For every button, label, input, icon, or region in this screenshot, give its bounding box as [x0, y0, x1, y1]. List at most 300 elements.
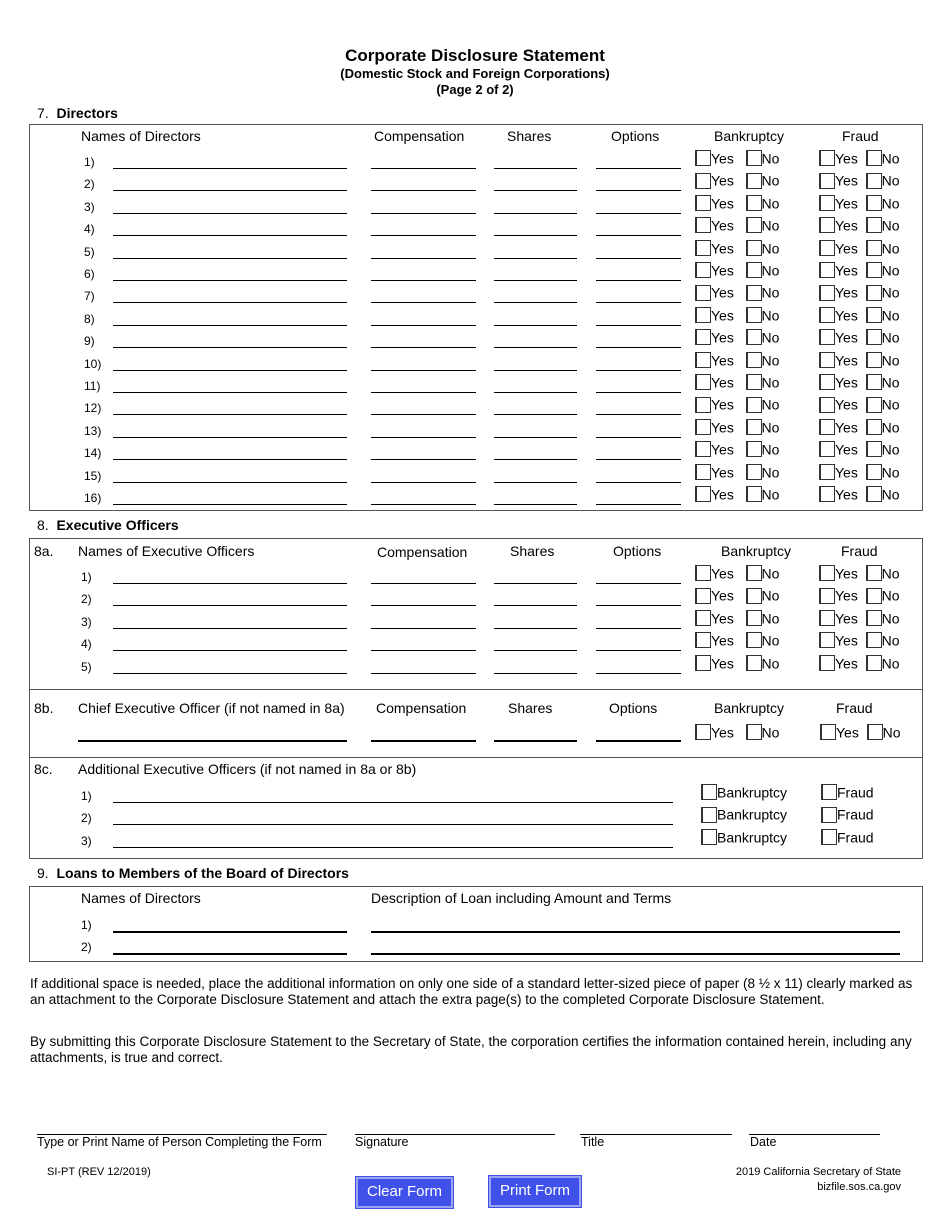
director-shares-field[interactable] [494, 459, 577, 460]
yes-label: Yes [835, 262, 858, 279]
row-number: 5) [81, 659, 92, 674]
director-name-field[interactable] [113, 414, 347, 415]
row-number: 4) [81, 637, 92, 652]
bankruptcy-no-checkbox[interactable] [746, 240, 762, 256]
director-shares-field[interactable] [494, 302, 577, 303]
director-compensation-field[interactable] [371, 235, 476, 236]
col-header-shares: Shares [510, 543, 555, 559]
yes-label: Yes [836, 724, 859, 741]
bankruptcy-no-checkbox[interactable] [746, 632, 762, 648]
col-header-bankruptcy: Bankruptcy [714, 700, 785, 716]
no-label: No [881, 463, 900, 480]
page-indicator: (Page 2 of 2) [436, 82, 514, 97]
bankruptcy-yes-checkbox[interactable] [695, 352, 711, 368]
bankruptcy-yes-checkbox[interactable] [695, 486, 711, 502]
officer-name-field[interactable] [113, 605, 347, 606]
director-fraud-choice [819, 216, 900, 233]
officer-shares-field[interactable] [494, 583, 577, 584]
form-title: Corporate Disclosure Statement [345, 46, 605, 65]
fraud-no-checkbox[interactable] [866, 307, 882, 323]
yes-label: Yes [835, 351, 858, 368]
bankruptcy-yes-checkbox[interactable] [695, 262, 711, 278]
director-options-field[interactable] [596, 258, 681, 259]
bankruptcy-no-checkbox[interactable] [746, 195, 762, 211]
director-bankruptcy-choice [695, 328, 779, 345]
no-label: No [881, 419, 900, 436]
fraud-yes-checkbox[interactable] [819, 240, 835, 256]
print-form-button[interactable]: Print Form [489, 1176, 581, 1207]
director-shares-field[interactable] [494, 437, 577, 438]
bankruptcy-yes-checkbox[interactable] [695, 464, 711, 480]
director-shares-field[interactable] [494, 168, 577, 169]
section-9-heading [37, 865, 349, 881]
director-options-field[interactable] [596, 370, 681, 371]
no-label: No [761, 486, 780, 503]
director-name-field[interactable] [113, 258, 347, 259]
officer-shares-field[interactable] [494, 605, 577, 606]
director-options-field[interactable] [596, 235, 681, 236]
officer-compensation-field[interactable] [371, 605, 476, 606]
director-name-field[interactable] [113, 392, 347, 393]
director-options-field[interactable] [596, 168, 681, 169]
row-number: 3) [84, 199, 95, 214]
no-label: No [761, 374, 780, 391]
yes-label: Yes [711, 284, 734, 301]
bankruptcy-yes-checkbox[interactable] [695, 307, 711, 323]
officer-compensation-field[interactable] [371, 650, 476, 651]
yes-label: Yes [835, 654, 858, 671]
fraud-yes-checkbox[interactable] [819, 329, 835, 345]
director-shares-field[interactable] [494, 414, 577, 415]
fraud-no-checkbox[interactable] [866, 195, 882, 211]
yes-label: Yes [711, 329, 734, 346]
ceo-compensation-field[interactable] [371, 740, 476, 742]
director-options-field[interactable] [596, 213, 681, 214]
fraud-no-checkbox[interactable] [866, 441, 882, 457]
director-compensation-field[interactable] [371, 302, 476, 303]
director-name-field[interactable] [113, 459, 347, 460]
fraud-yes-checkbox[interactable] [819, 632, 835, 648]
director-name-field[interactable] [113, 370, 347, 371]
director-compensation-field[interactable] [371, 414, 476, 415]
bankruptcy-no-checkbox[interactable] [746, 352, 762, 368]
subsection-8a-label: 8a. [34, 543, 54, 559]
fraud-yes-checkbox[interactable] [820, 724, 836, 740]
director-shares-field[interactable] [494, 392, 577, 393]
director-options-field[interactable] [596, 190, 681, 191]
yes-label: Yes [711, 587, 734, 604]
fraud-yes-checkbox[interactable] [819, 419, 835, 435]
bankruptcy-checkbox[interactable] [701, 829, 717, 845]
director-compensation-field[interactable] [371, 370, 476, 371]
director-fraud-choice [819, 373, 900, 390]
no-label: No [881, 587, 900, 604]
yes-label: Yes [711, 463, 734, 480]
fraud-no-checkbox[interactable] [866, 588, 882, 604]
col-header-compensation: Compensation [374, 128, 465, 144]
fraud-yes-checkbox[interactable] [819, 655, 835, 671]
officer-name-field[interactable] [113, 650, 347, 651]
fraud-no-checkbox[interactable] [866, 632, 882, 648]
no-label: No [881, 610, 900, 627]
no-label: No [761, 351, 780, 368]
yes-label: Yes [835, 195, 858, 212]
director-options-field[interactable] [596, 459, 681, 460]
certification-statement: By submitting this Corporate Disclosure Statement to the Secretary of State, the corporation certifies the information contained herein, including any attachments, is true and correct. [30, 1034, 912, 1065]
bankruptcy-yes-checkbox[interactable] [695, 195, 711, 211]
director-compensation-field[interactable] [371, 347, 476, 348]
officer-shares-field[interactable] [494, 650, 577, 651]
director-name-field[interactable] [113, 168, 347, 169]
bankruptcy-yes-checkbox[interactable] [695, 632, 711, 648]
row-number: 12) [84, 401, 102, 416]
director-fraud-choice [819, 194, 900, 211]
fraud-no-checkbox[interactable] [866, 565, 882, 581]
bankruptcy-yes-checkbox[interactable] [695, 655, 711, 671]
officer-fraud-choice [819, 654, 900, 671]
additional-fraud-choice [821, 828, 874, 845]
bankruptcy-no-checkbox[interactable] [746, 307, 762, 323]
director-shares-field[interactable] [494, 347, 577, 348]
no-label: No [761, 463, 780, 480]
yes-label: Yes [835, 419, 858, 436]
director-fraud-choice [819, 306, 900, 323]
printed-name-caption: Type or Print Name of Person Completing the Form [37, 1135, 322, 1149]
bankruptcy-yes-checkbox[interactable] [695, 150, 711, 166]
bankruptcy-yes-checkbox[interactable] [695, 724, 711, 740]
director-compensation-field[interactable] [371, 280, 476, 281]
loan-director-name-field[interactable] [113, 953, 347, 955]
no-label: No [761, 610, 780, 627]
fraud-checkbox[interactable] [821, 807, 837, 823]
yes-label: Yes [711, 610, 734, 627]
director-shares-field[interactable] [494, 190, 577, 191]
fraud-yes-checkbox[interactable] [819, 397, 835, 413]
director-shares-field[interactable] [494, 504, 577, 505]
col-header-bankruptcy: Bankruptcy [721, 543, 792, 559]
director-name-field[interactable] [113, 325, 347, 326]
bankruptcy-yes-checkbox[interactable] [695, 217, 711, 233]
section-number: 7. [37, 105, 49, 121]
no-label: No [761, 284, 780, 301]
bankruptcy-label: Bankruptcy [717, 784, 788, 801]
fraud-yes-checkbox[interactable] [819, 195, 835, 211]
bankruptcy-no-checkbox[interactable] [746, 464, 762, 480]
fraud-no-checkbox[interactable] [866, 352, 882, 368]
bankruptcy-yes-checkbox[interactable] [695, 419, 711, 435]
yes-label: Yes [711, 307, 734, 324]
bankruptcy-no-checkbox[interactable] [746, 419, 762, 435]
yes-label: Yes [835, 239, 858, 256]
fraud-yes-checkbox[interactable] [819, 464, 835, 480]
director-options-field[interactable] [596, 302, 681, 303]
fraud-yes-checkbox[interactable] [819, 217, 835, 233]
bankruptcy-no-checkbox[interactable] [746, 588, 762, 604]
fraud-yes-checkbox[interactable] [819, 285, 835, 301]
bankruptcy-no-checkbox[interactable] [746, 285, 762, 301]
col-header-bankruptcy: Bankruptcy [714, 128, 785, 144]
bankruptcy-no-checkbox[interactable] [746, 173, 762, 189]
yes-label: Yes [835, 329, 858, 346]
director-compensation-field[interactable] [371, 258, 476, 259]
bankruptcy-no-checkbox[interactable] [746, 150, 762, 166]
fraud-no-checkbox[interactable] [867, 724, 883, 740]
yes-label: Yes [835, 284, 858, 301]
ceo-options-field[interactable] [596, 740, 681, 742]
clear-form-button[interactable]: Clear Form [356, 1177, 453, 1208]
fraud-no-checkbox[interactable] [866, 374, 882, 390]
col-header-options: Options [609, 700, 658, 716]
officer-compensation-field[interactable] [371, 673, 476, 674]
fraud-no-checkbox[interactable] [866, 240, 882, 256]
fraud-no-checkbox[interactable] [866, 486, 882, 502]
yes-label: Yes [835, 374, 858, 391]
bankruptcy-yes-checkbox[interactable] [695, 173, 711, 189]
director-name-field[interactable] [113, 504, 347, 505]
director-bankruptcy-choice [695, 149, 779, 166]
bankruptcy-yes-checkbox[interactable] [695, 240, 711, 256]
bankruptcy-no-checkbox[interactable] [746, 441, 762, 457]
director-compensation-field[interactable] [371, 437, 476, 438]
fraud-checkbox[interactable] [821, 829, 837, 845]
officer-name-field[interactable] [113, 583, 347, 584]
subsection-8b-label: 8b. [34, 700, 54, 716]
fraud-yes-checkbox[interactable] [819, 588, 835, 604]
no-label: No [761, 195, 780, 212]
officer-shares-field[interactable] [494, 673, 577, 674]
officer-fraud-choice [819, 586, 900, 603]
officer-options-field[interactable] [596, 650, 681, 651]
additional-officer-name-field[interactable] [113, 802, 673, 803]
no-label: No [881, 284, 900, 301]
fraud-no-checkbox[interactable] [866, 397, 882, 413]
director-options-field[interactable] [596, 482, 681, 483]
row-number: 13) [84, 423, 102, 438]
fraud-yes-checkbox[interactable] [819, 374, 835, 390]
director-fraud-choice [819, 239, 900, 256]
additional-fraud-choice [821, 783, 874, 800]
director-options-field[interactable] [596, 347, 681, 348]
date-caption: Date [750, 1135, 777, 1149]
fraud-no-checkbox[interactable] [866, 173, 882, 189]
director-shares-field[interactable] [494, 235, 577, 236]
bankruptcy-no-checkbox[interactable] [746, 329, 762, 345]
director-shares-field[interactable] [494, 213, 577, 214]
additional-space-note: If additional space is needed, place the additional information on only one side of a standard letter-sized piece of paper (8 ½ x 11) clearly marked as an attachment to the Corporate Disclosure Statement and attach the extra page(s) to the completed Corporate Disclosure Statement. [30, 976, 913, 1007]
fraud-yes-checkbox[interactable] [819, 307, 835, 323]
bankruptcy-no-checkbox[interactable] [746, 724, 762, 740]
director-shares-field[interactable] [494, 258, 577, 259]
fraud-yes-checkbox[interactable] [819, 486, 835, 502]
officer-compensation-field[interactable] [371, 628, 476, 629]
yes-label: Yes [835, 396, 858, 413]
director-bankruptcy-choice [695, 485, 779, 502]
officer-name-field[interactable] [113, 628, 347, 629]
director-bankruptcy-choice [695, 306, 779, 323]
yes-label: Yes [835, 217, 858, 234]
row-number: 3) [81, 833, 92, 848]
fraud-checkbox[interactable] [821, 784, 837, 800]
fraud-no-checkbox[interactable] [866, 329, 882, 345]
fraud-no-checkbox[interactable] [866, 262, 882, 278]
bankruptcy-yes-checkbox[interactable] [695, 565, 711, 581]
fraud-yes-checkbox[interactable] [819, 173, 835, 189]
bankruptcy-no-checkbox[interactable] [746, 374, 762, 390]
row-number: 1) [81, 789, 92, 803]
director-name-field[interactable] [113, 482, 347, 483]
director-compensation-field[interactable] [371, 504, 476, 505]
no-label: No [761, 150, 780, 167]
fraud-yes-checkbox[interactable] [819, 441, 835, 457]
director-fraud-choice [819, 485, 900, 502]
yes-label: Yes [835, 565, 858, 582]
additional-officers-label: Additional Executive Officers (if not named in 8a or 8b) [78, 761, 417, 777]
bankruptcy-no-checkbox[interactable] [746, 262, 762, 278]
director-options-field[interactable] [596, 392, 681, 393]
row-number: 15) [84, 468, 102, 483]
director-fraud-choice [819, 283, 900, 300]
no-label: No [881, 262, 900, 279]
fraud-no-checkbox[interactable] [866, 464, 882, 480]
director-fraud-choice [819, 395, 900, 412]
yes-label: Yes [835, 632, 858, 649]
bankruptcy-no-checkbox[interactable] [746, 565, 762, 581]
bankruptcy-yes-checkbox[interactable] [695, 441, 711, 457]
fraud-no-checkbox[interactable] [866, 217, 882, 233]
fraud-yes-checkbox[interactable] [819, 150, 835, 166]
fraud-no-checkbox[interactable] [866, 285, 882, 301]
bankruptcy-no-checkbox[interactable] [746, 610, 762, 626]
director-bankruptcy-choice [695, 395, 779, 412]
bankruptcy-no-checkbox[interactable] [746, 486, 762, 502]
no-label: No [881, 441, 900, 458]
additional-officer-name-field[interactable] [113, 847, 673, 848]
fraud-no-checkbox[interactable] [866, 655, 882, 671]
loan-description-field[interactable] [371, 931, 900, 933]
director-name-field[interactable] [113, 213, 347, 214]
fraud-yes-checkbox[interactable] [819, 610, 835, 626]
director-name-field[interactable] [113, 190, 347, 191]
director-shares-field[interactable] [494, 280, 577, 281]
director-compensation-field[interactable] [371, 168, 476, 169]
ceo-bankruptcy-choice [695, 723, 779, 740]
bankruptcy-yes-checkbox[interactable] [695, 374, 711, 390]
bankruptcy-yes-checkbox[interactable] [695, 588, 711, 604]
director-compensation-field[interactable] [371, 392, 476, 393]
director-compensation-field[interactable] [371, 459, 476, 460]
director-compensation-field[interactable] [371, 213, 476, 214]
fraud-no-checkbox[interactable] [866, 419, 882, 435]
row-number: 1) [84, 155, 95, 169]
officer-options-field[interactable] [596, 605, 681, 606]
fraud-yes-checkbox[interactable] [819, 565, 835, 581]
director-shares-field[interactable] [494, 370, 577, 371]
yes-label: Yes [711, 374, 734, 391]
bankruptcy-no-checkbox[interactable] [746, 655, 762, 671]
no-label: No [761, 419, 780, 436]
section-8-heading [37, 517, 179, 533]
yes-label: Yes [711, 195, 734, 212]
ceo-name-field[interactable] [78, 740, 347, 742]
officer-name-field[interactable] [113, 673, 347, 674]
officer-options-field[interactable] [596, 583, 681, 584]
bankruptcy-no-checkbox[interactable] [746, 217, 762, 233]
director-name-field[interactable] [113, 280, 347, 281]
row-number: 3) [81, 614, 92, 629]
bankruptcy-label: Bankruptcy [717, 806, 788, 823]
col-header-shares: Shares [508, 700, 553, 716]
no-label: No [881, 307, 900, 324]
bankruptcy-yes-checkbox[interactable] [695, 285, 711, 301]
director-fraud-choice [819, 418, 900, 435]
officer-options-field[interactable] [596, 628, 681, 629]
bankruptcy-yes-checkbox[interactable] [695, 329, 711, 345]
director-fraud-choice [819, 463, 900, 480]
officers-box [29, 538, 923, 859]
director-name-field[interactable] [113, 347, 347, 348]
director-shares-field[interactable] [494, 482, 577, 483]
director-compensation-field[interactable] [371, 325, 476, 326]
no-label: No [881, 239, 900, 256]
fraud-yes-checkbox[interactable] [819, 262, 835, 278]
loan-description-field[interactable] [371, 953, 900, 955]
officer-shares-field[interactable] [494, 628, 577, 629]
fraud-no-checkbox[interactable] [866, 610, 882, 626]
director-bankruptcy-choice [695, 216, 779, 233]
row-number: 14) [84, 446, 102, 461]
fraud-no-checkbox[interactable] [866, 150, 882, 166]
title-caption: Title [581, 1135, 605, 1149]
bankruptcy-yes-checkbox[interactable] [695, 610, 711, 626]
bankruptcy-checkbox[interactable] [701, 807, 717, 823]
bankruptcy-checkbox[interactable] [701, 784, 717, 800]
ceo-label: Chief Executive Officer (if not named in 8a) [78, 700, 345, 716]
director-compensation-field[interactable] [371, 190, 476, 191]
director-options-field[interactable] [596, 414, 681, 415]
section-7-heading [37, 105, 118, 121]
fraud-label: Fraud [837, 784, 874, 801]
director-fraud-choice [819, 440, 900, 457]
director-bankruptcy-choice [695, 418, 779, 435]
bankruptcy-label: Bankruptcy [717, 829, 788, 846]
director-name-field[interactable] [113, 235, 347, 236]
director-name-field[interactable] [113, 437, 347, 438]
additional-officer-name-field[interactable] [113, 824, 673, 825]
fraud-yes-checkbox[interactable] [819, 352, 835, 368]
officer-compensation-field[interactable] [371, 583, 476, 584]
director-options-field[interactable] [596, 437, 681, 438]
loan-director-name-field[interactable] [113, 931, 347, 933]
officer-options-field[interactable] [596, 673, 681, 674]
form-revision: SI-PT (REV 12/2019) [47, 1166, 151, 1178]
director-options-field[interactable] [596, 325, 681, 326]
no-label: No [761, 307, 780, 324]
bankruptcy-yes-checkbox[interactable] [695, 397, 711, 413]
director-options-field[interactable] [596, 504, 681, 505]
section-title: Executive Officers [56, 517, 179, 533]
row-number: 2) [81, 940, 92, 955]
yes-label: Yes [711, 172, 734, 189]
director-compensation-field[interactable] [371, 482, 476, 483]
no-label: No [761, 724, 780, 741]
no-label: No [761, 329, 780, 346]
bankruptcy-no-checkbox[interactable] [746, 397, 762, 413]
director-name-field[interactable] [113, 302, 347, 303]
signature-caption: Signature [355, 1135, 409, 1149]
director-options-field[interactable] [596, 280, 681, 281]
director-shares-field[interactable] [494, 325, 577, 326]
ceo-shares-field[interactable] [494, 740, 577, 742]
